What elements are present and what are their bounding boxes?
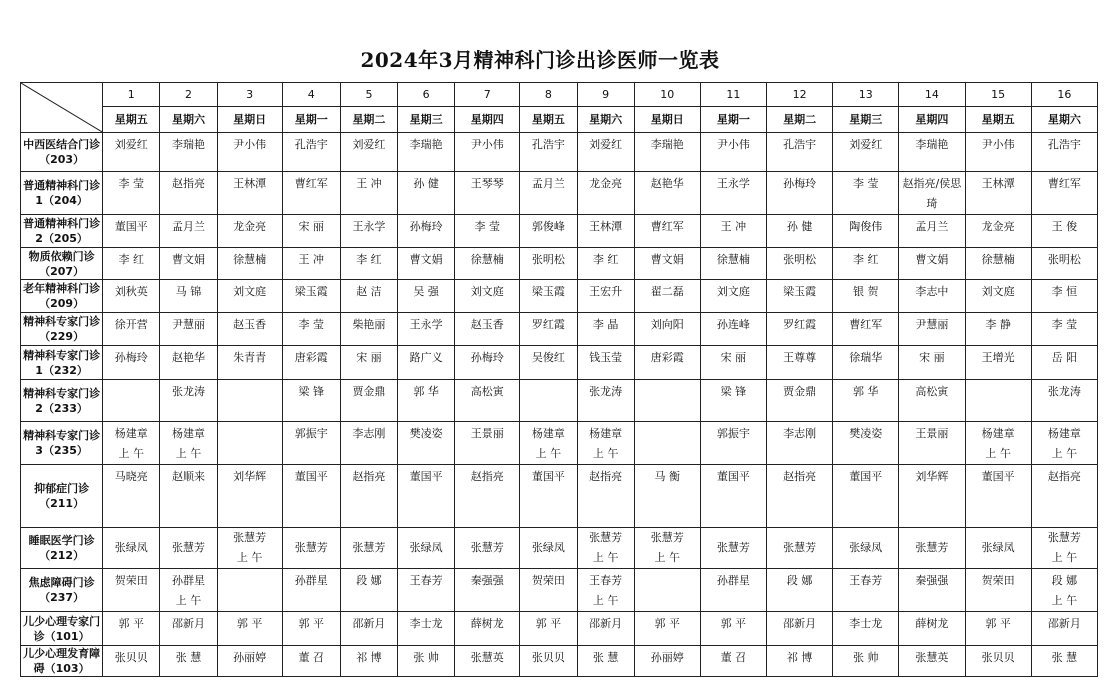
doctor-cell: 张慧芳 xyxy=(160,528,217,569)
doctor-cell: 张明松 xyxy=(520,248,577,280)
doctor-cell: 李 莹 xyxy=(1031,313,1097,346)
clinic-name: 儿少心理专家门诊（101） xyxy=(21,612,103,646)
day-number: 8 xyxy=(520,83,577,107)
doctor-cell: 尹小伟 xyxy=(455,133,520,172)
doctor-cell: 曹红军 xyxy=(282,172,340,215)
doctor-cell: 张慧芳 xyxy=(700,528,766,569)
doctor-cell: 郭俊峰 xyxy=(520,215,577,248)
doctor-cell: 董 召 xyxy=(282,646,340,677)
doctor-cell: 张慧英 xyxy=(899,646,965,677)
doctor-cell: 张绿凤 xyxy=(965,528,1031,569)
doctor-cell: 钱玉莹 xyxy=(577,346,634,380)
doctor-cell: 杨建章 上 午 xyxy=(103,422,160,465)
doctor-cell: 刘华辉 xyxy=(899,465,965,528)
doctor-cell: 徐慧楠 xyxy=(455,248,520,280)
day-number: 3 xyxy=(217,83,282,107)
doctor-cell: 宋 丽 xyxy=(282,215,340,248)
doctor-cell: 李 红 xyxy=(577,248,634,280)
doctor-cell: 张慧芳 xyxy=(767,528,833,569)
doctor-cell: 郭 平 xyxy=(700,612,766,646)
doctor-cell: 张 帅 xyxy=(398,646,455,677)
doctor-cell: 郭 平 xyxy=(217,612,282,646)
doctor-cell: 王景丽 xyxy=(455,422,520,465)
doctor-cell: 贺荣田 xyxy=(520,569,577,612)
doctor-cell: 孙梅玲 xyxy=(767,172,833,215)
doctor-cell: 李 莹 xyxy=(282,313,340,346)
doctor-cell: 邵新月 xyxy=(340,612,397,646)
doctor-cell: 孟月兰 xyxy=(160,215,217,248)
doctor-cell: 李 静 xyxy=(965,313,1031,346)
weekday-label: 星期五 xyxy=(520,107,577,133)
doctor-cell xyxy=(634,380,700,422)
doctor-cell: 张绿凤 xyxy=(398,528,455,569)
clinic-name: 抑郁症门诊（211） xyxy=(21,465,103,528)
doctor-cell: 董国平 xyxy=(520,465,577,528)
doctor-cell: 郭 平 xyxy=(103,612,160,646)
doctor-cell: 孔浩宇 xyxy=(1031,133,1097,172)
doctor-cell: 宋 丽 xyxy=(700,346,766,380)
clinic-row xyxy=(21,569,1098,612)
doctor-cell: 曹文娟 xyxy=(160,248,217,280)
doctor-cell: 董国平 xyxy=(833,465,899,528)
weekday-label: 星期日 xyxy=(217,107,282,133)
doctor-cell: 曹红军 xyxy=(1031,172,1097,215)
doctor-cell: 段 娜 xyxy=(340,569,397,612)
doctor-cell: 邵新月 xyxy=(577,612,634,646)
doctor-cell: 孙丽婷 xyxy=(634,646,700,677)
doctor-cell: 董国平 xyxy=(700,465,766,528)
doctor-cell: 杨建章 上 午 xyxy=(520,422,577,465)
doctor-cell xyxy=(520,380,577,422)
doctor-cell: 李瑞艳 xyxy=(160,133,217,172)
doctor-cell: 刘向阳 xyxy=(634,313,700,346)
doctor-cell: 刘秋英 xyxy=(103,280,160,313)
doctor-cell: 张明松 xyxy=(1031,248,1097,280)
doctor-cell: 李 红 xyxy=(340,248,397,280)
doctor-cell: 李 莹 xyxy=(455,215,520,248)
doctor-cell: 梁 锋 xyxy=(282,380,340,422)
doctor-cell: 李 莹 xyxy=(833,172,899,215)
clinic-row xyxy=(21,528,1098,569)
clinic-row xyxy=(21,133,1098,172)
clinic-row xyxy=(21,215,1098,248)
doctor-cell: 龙金亮 xyxy=(965,215,1031,248)
weekday-label: 星期五 xyxy=(965,107,1031,133)
doctor-cell: 孙 健 xyxy=(767,215,833,248)
doctor-cell: 邵新月 xyxy=(160,612,217,646)
doctor-cell: 郭 平 xyxy=(965,612,1031,646)
clinic-name: 老年精神科门诊（209） xyxy=(21,280,103,313)
doctor-cell: 尹小伟 xyxy=(700,133,766,172)
doctor-cell xyxy=(634,569,700,612)
doctor-cell: 唐彩霞 xyxy=(282,346,340,380)
weekday-label: 星期四 xyxy=(899,107,965,133)
doctor-cell: 李志中 xyxy=(899,280,965,313)
clinic-name: 普通精神科门诊1（204） xyxy=(21,172,103,215)
day-number: 11 xyxy=(700,83,766,107)
doctor-cell: 贾金鼎 xyxy=(767,380,833,422)
weekday-label: 星期日 xyxy=(634,107,700,133)
doctor-cell: 徐瑞华 xyxy=(833,346,899,380)
doctor-cell: 赵艳华 xyxy=(160,346,217,380)
doctor-cell: 薛树龙 xyxy=(455,612,520,646)
doctor-cell: 孙群星 xyxy=(282,569,340,612)
day-number-row xyxy=(21,83,1098,107)
day-number: 15 xyxy=(965,83,1031,107)
clinic-row xyxy=(21,422,1098,465)
doctor-cell: 王林潭 xyxy=(217,172,282,215)
doctor-cell: 赵玉香 xyxy=(455,313,520,346)
doctor-cell: 曹文娟 xyxy=(398,248,455,280)
doctor-cell: 梁 锋 xyxy=(700,380,766,422)
doctor-cell: 张慧英 xyxy=(455,646,520,677)
clinic-row xyxy=(21,172,1098,215)
doctor-cell: 杨建章 上 午 xyxy=(965,422,1031,465)
doctor-cell: 孙群星 上 午 xyxy=(160,569,217,612)
doctor-cell: 张 帅 xyxy=(833,646,899,677)
doctor-cell: 郭 华 xyxy=(398,380,455,422)
clinic-name: 精神科专家门诊2（233） xyxy=(21,380,103,422)
doctor-cell: 张龙涛 xyxy=(160,380,217,422)
doctor-cell: 邵新月 xyxy=(767,612,833,646)
doctor-cell: 赵指亮 xyxy=(340,465,397,528)
doctor-cell: 郭 平 xyxy=(634,612,700,646)
doctor-cell: 罗红霞 xyxy=(767,313,833,346)
doctor-cell: 银 贺 xyxy=(833,280,899,313)
doctor-cell: 李士龙 xyxy=(398,612,455,646)
doctor-cell: 刘文庭 xyxy=(455,280,520,313)
doctor-cell: 赵顺来 xyxy=(160,465,217,528)
doctor-cell: 赵指亮 xyxy=(767,465,833,528)
doctor-cell: 梁玉霞 xyxy=(282,280,340,313)
doctor-cell: 高松寅 xyxy=(899,380,965,422)
day-number: 5 xyxy=(340,83,397,107)
doctor-cell: 赵指亮 xyxy=(455,465,520,528)
doctor-cell: 张绿凤 xyxy=(103,528,160,569)
clinic-name: 精神科专家门诊3（235） xyxy=(21,422,103,465)
doctor-cell: 祁 博 xyxy=(767,646,833,677)
doctor-cell: 宋 丽 xyxy=(340,346,397,380)
doctor-cell: 孙群星 xyxy=(700,569,766,612)
clinic-row xyxy=(21,280,1098,313)
doctor-cell: 孙梅玲 xyxy=(398,215,455,248)
clinic-row xyxy=(21,646,1098,677)
clinic-name: 物质依赖门诊（207） xyxy=(21,248,103,280)
weekday-label: 星期二 xyxy=(340,107,397,133)
doctor-cell: 徐开营 xyxy=(103,313,160,346)
doctor-cell: 赵指亮 xyxy=(160,172,217,215)
weekday-label: 星期六 xyxy=(160,107,217,133)
doctor-cell: 杨建章 上 午 xyxy=(160,422,217,465)
doctor-cell: 薛树龙 xyxy=(899,612,965,646)
doctor-cell: 张明松 xyxy=(767,248,833,280)
doctor-cell: 樊凌姿 xyxy=(833,422,899,465)
weekday-label: 星期三 xyxy=(398,107,455,133)
doctor-cell: 董国平 xyxy=(282,465,340,528)
doctor-cell: 张绿凤 xyxy=(520,528,577,569)
doctor-cell: 王林潭 xyxy=(965,172,1031,215)
doctor-cell: 王宏升 xyxy=(577,280,634,313)
doctor-cell: 董国平 xyxy=(965,465,1031,528)
doctor-cell: 王尊尊 xyxy=(767,346,833,380)
doctor-cell: 龙金亮 xyxy=(577,172,634,215)
doctor-cell: 刘文庭 xyxy=(700,280,766,313)
doctor-cell: 孔浩宇 xyxy=(282,133,340,172)
doctor-cell: 翟二磊 xyxy=(634,280,700,313)
clinic-row xyxy=(21,465,1098,528)
doctor-cell: 李 红 xyxy=(833,248,899,280)
doctor-cell: 孔浩宇 xyxy=(767,133,833,172)
doctor-cell: 董国平 xyxy=(103,215,160,248)
clinic-name: 普通精神科门诊2（205） xyxy=(21,215,103,248)
doctor-cell: 王景丽 xyxy=(899,422,965,465)
doctor-cell: 赵玉香 xyxy=(217,313,282,346)
doctor-cell: 尹慧丽 xyxy=(899,313,965,346)
doctor-cell: 赵指亮/侯思琦 xyxy=(899,172,965,215)
doctor-cell: 孙梅玲 xyxy=(455,346,520,380)
doctor-cell: 路广义 xyxy=(398,346,455,380)
doctor-cell: 王永学 xyxy=(700,172,766,215)
doctor-cell: 董 召 xyxy=(700,646,766,677)
doctor-cell: 张贝贝 xyxy=(103,646,160,677)
doctor-cell: 李 晶 xyxy=(577,313,634,346)
doctor-cell: 龙金亮 xyxy=(217,215,282,248)
doctor-cell: 郭 华 xyxy=(833,380,899,422)
doctor-cell: 朱青青 xyxy=(217,346,282,380)
clinic-row xyxy=(21,248,1098,280)
schedule-table xyxy=(20,82,1098,677)
doctor-cell: 李志刚 xyxy=(340,422,397,465)
doctor-cell: 赵 洁 xyxy=(340,280,397,313)
clinic-name: 焦虑障碍门诊（237） xyxy=(21,569,103,612)
doctor-cell: 刘爱红 xyxy=(577,133,634,172)
doctor-cell: 张龙涛 xyxy=(1031,380,1097,422)
doctor-cell: 张慧芳 xyxy=(282,528,340,569)
clinic-name: 精神科专家门诊1（232） xyxy=(21,346,103,380)
day-number: 13 xyxy=(833,83,899,107)
doctor-cell: 张贝贝 xyxy=(520,646,577,677)
doctor-cell: 孙梅玲 xyxy=(103,346,160,380)
doctor-cell: 徐慧楠 xyxy=(965,248,1031,280)
doctor-cell: 郭 平 xyxy=(520,612,577,646)
doctor-cell: 刘爱红 xyxy=(833,133,899,172)
doctor-cell: 柴艳丽 xyxy=(340,313,397,346)
doctor-cell: 杨建章 上 午 xyxy=(1031,422,1097,465)
doctor-cell xyxy=(217,422,282,465)
doctor-cell: 孟月兰 xyxy=(899,215,965,248)
doctor-cell: 郭振宇 xyxy=(282,422,340,465)
day-number: 12 xyxy=(767,83,833,107)
doctor-cell: 尹慧丽 xyxy=(160,313,217,346)
doctor-cell: 张 慧 xyxy=(577,646,634,677)
day-number: 7 xyxy=(455,83,520,107)
doctor-cell: 李志刚 xyxy=(767,422,833,465)
doctor-cell: 李 恒 xyxy=(1031,280,1097,313)
doctor-cell: 赵指亮 xyxy=(1031,465,1097,528)
doctor-cell: 王永学 xyxy=(340,215,397,248)
doctor-cell: 秦强强 xyxy=(455,569,520,612)
doctor-cell: 王 冲 xyxy=(340,172,397,215)
doctor-cell: 王永学 xyxy=(398,313,455,346)
doctor-cell: 曹红军 xyxy=(833,313,899,346)
doctor-cell: 刘华辉 xyxy=(217,465,282,528)
day-number: 16 xyxy=(1031,83,1097,107)
weekday-label: 星期五 xyxy=(103,107,160,133)
doctor-cell: 吴 强 xyxy=(398,280,455,313)
doctor-cell: 李 红 xyxy=(103,248,160,280)
doctor-cell: 唐彩霞 xyxy=(634,346,700,380)
doctor-cell: 李瑞艳 xyxy=(899,133,965,172)
doctor-cell: 秦强强 xyxy=(899,569,965,612)
doctor-cell: 刘文庭 xyxy=(217,280,282,313)
weekday-label: 星期一 xyxy=(700,107,766,133)
doctor-cell: 杨建章 上 午 xyxy=(577,422,634,465)
doctor-cell: 邵新月 xyxy=(1031,612,1097,646)
doctor-cell: 王 冲 xyxy=(700,215,766,248)
doctor-cell: 张绿凤 xyxy=(833,528,899,569)
doctor-cell: 梁玉霞 xyxy=(520,280,577,313)
doctor-cell: 祁 博 xyxy=(340,646,397,677)
doctor-cell: 段 娜 上 午 xyxy=(1031,569,1097,612)
clinic-name: 中西医结合门诊（203） xyxy=(21,133,103,172)
doctor-cell: 贺荣田 xyxy=(103,569,160,612)
clinic-row xyxy=(21,612,1098,646)
doctor-cell: 王 冲 xyxy=(282,248,340,280)
doctor-cell: 孙 健 xyxy=(398,172,455,215)
weekday-row xyxy=(21,107,1098,133)
doctor-cell: 曹文娟 xyxy=(899,248,965,280)
doctor-cell: 刘文庭 xyxy=(965,280,1031,313)
doctor-cell: 贺荣田 xyxy=(965,569,1031,612)
clinic-row xyxy=(21,313,1098,346)
doctor-cell: 罗红霞 xyxy=(520,313,577,346)
doctor-cell: 张慧芳 上 午 xyxy=(217,528,282,569)
clinic-row xyxy=(21,380,1098,422)
weekday-label: 星期六 xyxy=(1031,107,1097,133)
weekday-label: 星期一 xyxy=(282,107,340,133)
doctor-cell: 李瑞艳 xyxy=(634,133,700,172)
doctor-cell xyxy=(965,380,1031,422)
doctor-cell: 高松寅 xyxy=(455,380,520,422)
page-title: 2024年3月精神科门诊出诊医师一览表 xyxy=(360,48,720,72)
day-number: 9 xyxy=(577,83,634,107)
doctor-cell: 张慧芳 上 午 xyxy=(1031,528,1097,569)
doctor-cell: 郭 平 xyxy=(282,612,340,646)
weekday-label: 星期二 xyxy=(767,107,833,133)
doctor-cell: 张慧芳 xyxy=(899,528,965,569)
doctor-cell: 孔浩宇 xyxy=(520,133,577,172)
day-number: 10 xyxy=(634,83,700,107)
doctor-cell: 张慧芳 xyxy=(455,528,520,569)
doctor-cell: 王春芳 xyxy=(833,569,899,612)
doctor-cell: 王增光 xyxy=(965,346,1031,380)
doctor-cell: 张 慧 xyxy=(1031,646,1097,677)
clinic-name: 精神科专家门诊（229） xyxy=(21,313,103,346)
doctor-cell: 董国平 xyxy=(398,465,455,528)
doctor-cell: 段 娜 xyxy=(767,569,833,612)
doctor-cell: 王春芳 xyxy=(398,569,455,612)
doctor-cell: 孙丽婷 xyxy=(217,646,282,677)
doctor-cell: 张慧芳 xyxy=(340,528,397,569)
doctor-cell: 马 锦 xyxy=(160,280,217,313)
doctor-cell: 宋 丽 xyxy=(899,346,965,380)
day-number: 1 xyxy=(103,83,160,107)
doctor-cell: 徐慧楠 xyxy=(217,248,282,280)
doctor-cell: 贾金鼎 xyxy=(340,380,397,422)
clinic-row xyxy=(21,346,1098,380)
doctor-cell: 马 衡 xyxy=(634,465,700,528)
doctor-cell: 曹文娟 xyxy=(634,248,700,280)
clinic-name: 睡眠医学门诊（212） xyxy=(21,528,103,569)
doctor-cell: 张贝贝 xyxy=(965,646,1031,677)
day-number: 6 xyxy=(398,83,455,107)
doctor-cell xyxy=(217,569,282,612)
doctor-cell: 樊凌姿 xyxy=(398,422,455,465)
doctor-cell: 张慧芳 上 午 xyxy=(577,528,634,569)
doctor-cell: 王春芳 上 午 xyxy=(577,569,634,612)
doctor-cell: 张慧芳 上 午 xyxy=(634,528,700,569)
doctor-cell: 刘爱红 xyxy=(103,133,160,172)
doctor-cell: 马晓亮 xyxy=(103,465,160,528)
doctor-cell: 尹小伟 xyxy=(217,133,282,172)
weekday-label: 星期六 xyxy=(577,107,634,133)
weekday-label: 星期三 xyxy=(833,107,899,133)
doctor-cell: 岳 阳 xyxy=(1031,346,1097,380)
doctor-cell xyxy=(217,380,282,422)
corner-diagonal-cell xyxy=(21,83,103,133)
doctor-cell: 曹红军 xyxy=(634,215,700,248)
doctor-cell xyxy=(103,380,160,422)
day-number: 2 xyxy=(160,83,217,107)
day-number: 14 xyxy=(899,83,965,107)
doctor-cell: 孟月兰 xyxy=(520,172,577,215)
doctor-cell: 李瑞艳 xyxy=(398,133,455,172)
doctor-cell: 张 慧 xyxy=(160,646,217,677)
doctor-cell: 王 俊 xyxy=(1031,215,1097,248)
doctor-cell: 徐慧楠 xyxy=(700,248,766,280)
doctor-cell: 李士龙 xyxy=(833,612,899,646)
doctor-cell: 李 莹 xyxy=(103,172,160,215)
doctor-cell: 孙连峰 xyxy=(700,313,766,346)
doctor-cell: 王林潭 xyxy=(577,215,634,248)
doctor-cell: 陶俊伟 xyxy=(833,215,899,248)
doctor-cell: 梁玉霞 xyxy=(767,280,833,313)
doctor-cell xyxy=(634,422,700,465)
doctor-cell: 赵艳华 xyxy=(634,172,700,215)
doctor-cell: 张龙涛 xyxy=(577,380,634,422)
doctor-cell: 郭振宇 xyxy=(700,422,766,465)
day-number: 4 xyxy=(282,83,340,107)
doctor-cell: 尹小伟 xyxy=(965,133,1031,172)
weekday-label: 星期四 xyxy=(455,107,520,133)
doctor-cell: 刘爱红 xyxy=(340,133,397,172)
doctor-cell: 吴俊红 xyxy=(520,346,577,380)
doctor-cell: 赵指亮 xyxy=(577,465,634,528)
doctor-cell: 王琴琴 xyxy=(455,172,520,215)
clinic-name: 儿少心理发育障碍（103） xyxy=(21,646,103,677)
